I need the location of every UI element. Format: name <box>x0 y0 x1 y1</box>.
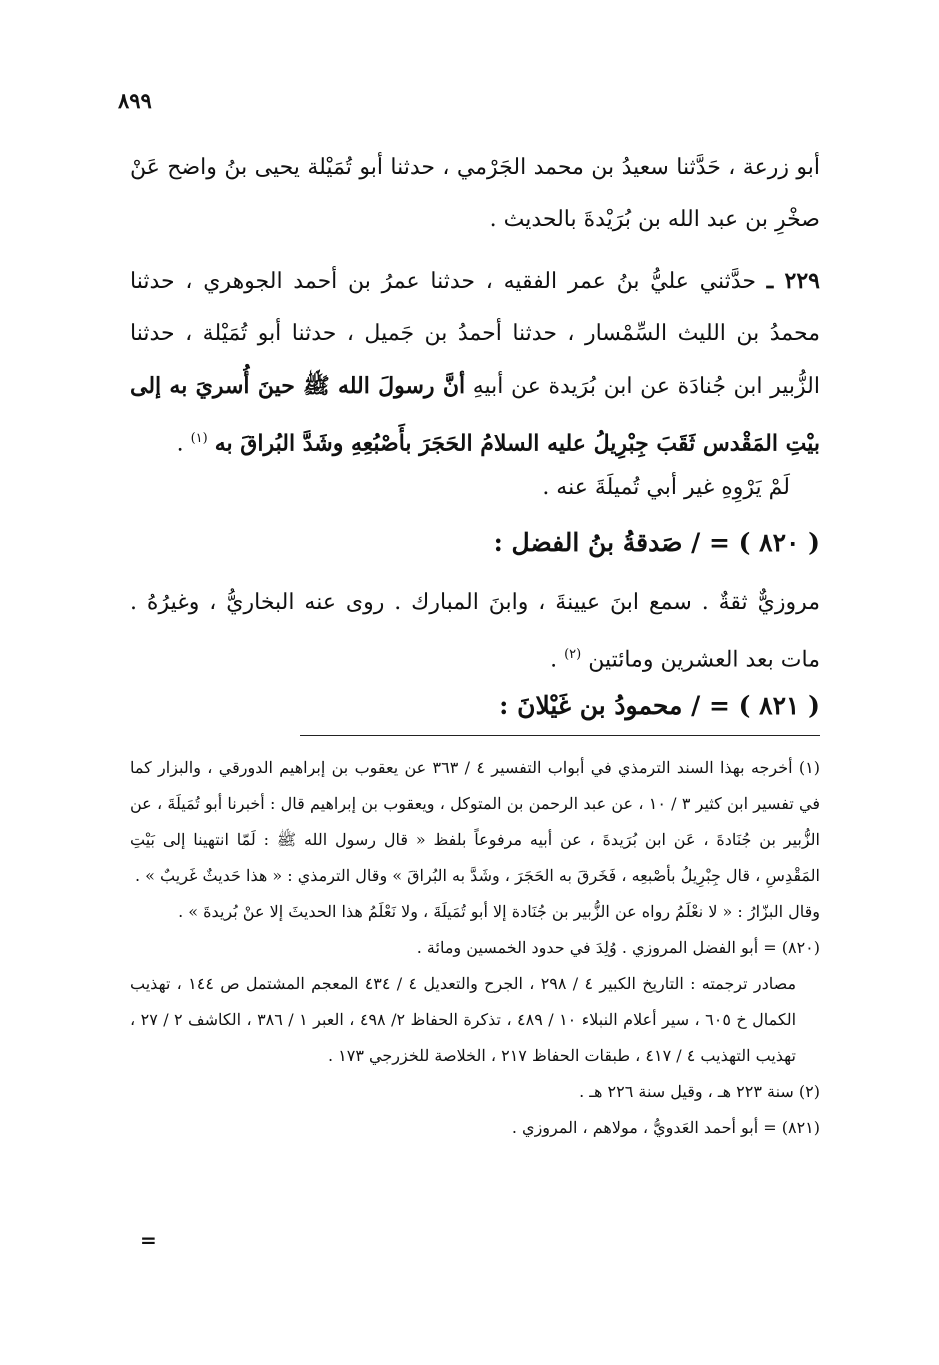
footnote-ref-2: (٢) <box>564 647 582 662</box>
footnote-820: (٨٢٠) = أبو الفضل المروزي . وُلِدَ في حدود الخمسين ومائة . <box>416 938 820 957</box>
biography-text: مروزيٌّ ثقةٌ . سمع ابنَ عيينةَ ، وابنَ المبارك . روى عنه البخاريُّ ، وغيرُهُ . مات بعد العشرين ومائتين <box>130 590 820 673</box>
footnote-1: (١) أخرجه بهذا السند الترمذي في أبواب التفسير ٤ / ٣٦٣ عن يعقوب بن إبراهيم الدورقي ، والبزار كما في تفسير ابن كثير ٣ / ١٠ ، عن عبد الرحمن بن المتوكل ، ويعقوب بن إبراهيم قال : أخبرنا أبو تُمَيلَةَ ، عن الزُّبير بن جُنَادةَ ، عَن ابن بُرَيدةَ ، عن أبيه مرفوعاً بلفظ « قال رسول الله ﷺ : لَمّا انتهينا إلى بَيْتِ المَقْدِسِ ، قال جِبْرِيلُ بأصْبعِه ، فَخَرقَ به الحَجَرَ ، وشَدَّ به البُراقَ » وقال الترمذي : « هذا حَديثٌ غَريبٌ » . <box>130 758 821 885</box>
hadith-chain: حدَّثني عليُّ بنُ عمر الفقيه ، حدثنا عمرُ بن أحمد الجوهري ، حدثنا محمدُ بن الليث السِّمْسار ، حدثنا أحمدُ بن جَميل ، حدثنا أبو تُمَيْلة ، حدثنا الزُّبير ابن جُنادَة عن ابن بُرَيدة عن أبيهِ <box>130 269 820 399</box>
footnote-ref-1: (١) <box>190 431 208 446</box>
continuation-mark: = <box>140 1228 157 1252</box>
footnote-820-sources: مصادر ترجمته : التاريخ الكبير ٤ / ٢٩٨ ، الجرح والتعديل ٤ / ٤٣٤ المعجم المشتمل ص ١٤٤ ، تهذيب الكمال خ ٦٠٥ ، سير أعلام النبلاء ١٠ / ٤٨٩ ، تذكرة الحفاظ ٢/ ٤٩٨ ، العبر ١ / ٣٨٦ ، الكاشف ٢ / ٢٧ ، تهذيب التهذيب ٤ / ٤١٧ ، طبقات الحفاظ ٢١٧ ، الخلاصة للخزرجي ١٧٣ . <box>130 974 797 1065</box>
hadith-end: . <box>176 431 191 457</box>
heading-820: ( ٨٢٠ ) = / صَدقةُ بنُ الفضل : <box>493 528 820 557</box>
hadith-number: ٢٢٩ ـ <box>766 268 820 294</box>
footnote-821: (٨٢١) = أبو أحمد العَدويُّ ، مولاهم ، المروزي . <box>511 1118 820 1137</box>
hadith-matn: أنَّ رسولَ الله ﷺ حينَ أُسريَ به إلى بيْتِ المَقْدس ثَقَبَ جِبْرِيلُ عليه السلامُ الحَجَرَ بأَصْبُعِهِ وشَدَّ البُراقَ به <box>130 373 820 457</box>
hadith-229 <box>130 255 820 470</box>
biography-end: . <box>550 647 565 673</box>
footnote-1-continued: وقال البزّارُ : « لا نعْلَمُ رواه عن الزُّبير بن جُنَادة إلا أبو تُمَيلَةَ ، ولا نَعْلَمُ هذا الحديثَ إلا عنْ بُريدةَ » . <box>178 902 820 921</box>
paragraph-1: أبو زرعة ، حَدَّثنا سعيدُ بن محمد الجَرْمي ، حدثنا أبو تُمَيْلة يحيى بنُ واضح عَنْ صخْرِ بن عبد الله بن بُرَيْدةَ بالحديث . <box>130 155 820 232</box>
page-number: ٨٩٩ <box>118 88 152 113</box>
footnote-divider <box>300 735 820 736</box>
paragraph-4 <box>130 577 820 686</box>
heading-821: ( ٨٢١ ) = / محمودُ بن غَيْلانَ : <box>499 691 820 720</box>
footnotes <box>130 750 820 1146</box>
footnote-2: (٢) سنة ٢٢٣ هـ ، وقيل سنة ٢٢٦ هـ . <box>579 1082 820 1101</box>
paragraph-3: لَمْ يَرْوِهِ غير أبي تُميلَةَ عنه . <box>542 475 790 500</box>
